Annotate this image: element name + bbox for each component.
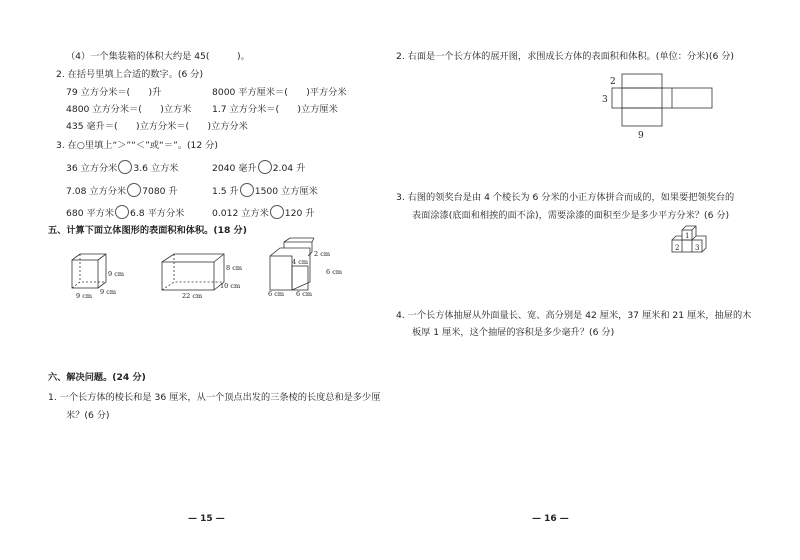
cube-depth-label: 9 cm	[100, 288, 117, 296]
cuboid-depth-label: 10 cm	[220, 282, 241, 290]
compare-item: 2040 毫升 2.04 升	[212, 160, 305, 175]
cuboid-figure	[160, 252, 250, 312]
compare-circle[interactable]	[127, 183, 141, 197]
net-label-b: 3	[602, 95, 608, 105]
item-4: （4）一个集装箱的体积大约是 45( )。	[66, 51, 250, 62]
fill-blank: 79 立方分米＝( )升	[66, 87, 162, 98]
cuboid-net	[602, 74, 748, 154]
section-6-heading: 六、解决问题。(24 分)	[48, 372, 146, 383]
problem-1-line-2: 米？(6 分)	[66, 410, 110, 421]
compare-item: 1.5 升 1500 立方厘米	[212, 183, 318, 198]
compare-item: 7.08 立方分米 7080 升	[66, 183, 178, 198]
composite-width2-label: 6 cm	[296, 290, 313, 298]
problem-4-line-2: 板厚 1 厘米，这个抽屉的容积是多少毫升？(6 分)	[412, 327, 615, 338]
podium-first-label: 1	[685, 232, 690, 240]
composite-width1-label: 6 cm	[268, 290, 285, 298]
podium-figure	[672, 222, 732, 262]
question-2-heading: 2. 在括号里填上合适的数字。(6 分)	[56, 69, 204, 80]
problem-2: 2. 右面是一个长方体的展开图，求围成长方体的表面积和体积。(单位：分米)(6 分)	[396, 51, 734, 62]
page-number: — 16 —	[532, 514, 569, 524]
composite-figure	[266, 240, 356, 300]
compare-circle[interactable]	[258, 160, 272, 174]
problem-3-line-2: 表面涂漆(底面和相挨的面不涂)，需要涂漆的面积至少是多少平方分米？(6 分)	[412, 210, 730, 221]
compare-circle[interactable]	[270, 205, 284, 219]
fill-blank: 1.7 立方分米＝( )立方厘米	[212, 104, 338, 115]
fill-blank: 4800 立方分米＝( )立方米	[66, 104, 192, 115]
fill-blank: 8000 平方厘米＝( )平方分米	[212, 87, 347, 98]
compare-circle[interactable]	[115, 205, 129, 219]
compare-circle[interactable]	[118, 160, 132, 174]
compare-circle[interactable]	[240, 183, 254, 197]
page-number: — 15 —	[188, 514, 225, 524]
cube-height-label: 9 cm	[108, 270, 125, 278]
podium-second-label: 2	[675, 244, 680, 252]
top-width-label: 4 cm	[292, 258, 309, 266]
cuboid-width-label: 22 cm	[182, 292, 203, 300]
fill-blank: 435 毫升＝( )立方分米＝( )立方分米	[66, 121, 248, 132]
cuboid-height-label: 8 cm	[226, 264, 243, 272]
problem-1-line-1: 1. 一个长方体的棱长和是 36 厘米，从一个顶点出发的三条棱的长度总和是多少厘	[48, 392, 381, 403]
podium-third-label: 3	[695, 244, 700, 252]
compare-item: 680 平方米 6.8 平方分米	[66, 205, 184, 220]
net-label-a: 2	[610, 77, 616, 87]
compare-item: 36 立方分米 3.6 立方米	[66, 160, 178, 175]
cube-width-label: 9 cm	[76, 292, 93, 300]
cube-figure	[68, 252, 148, 312]
composite-height-label: 6 cm	[326, 268, 343, 276]
top-height-label: 2 cm	[314, 250, 331, 258]
problem-3-line-1: 3. 右图的领奖台是由 4 个棱长为 6 分米的小正方体拼合而成的，如果要把领奖台的	[396, 192, 735, 203]
right-page	[396, 0, 800, 560]
net-label-c: 9	[638, 131, 644, 141]
question-3-heading: 3. 在○里填上“＞”“＜”或“＝”。(12 分)	[56, 140, 218, 151]
compare-item: 0.012 立方米 120 升	[212, 205, 314, 220]
section-5-heading: 五、计算下面立体图形的表面积和体积。(18 分)	[48, 225, 247, 236]
problem-4-line-1: 4. 一个长方体抽屉从外面量长、宽、高分别是 42 厘米，37 厘米和 21 厘米，抽屉的木	[396, 310, 752, 321]
